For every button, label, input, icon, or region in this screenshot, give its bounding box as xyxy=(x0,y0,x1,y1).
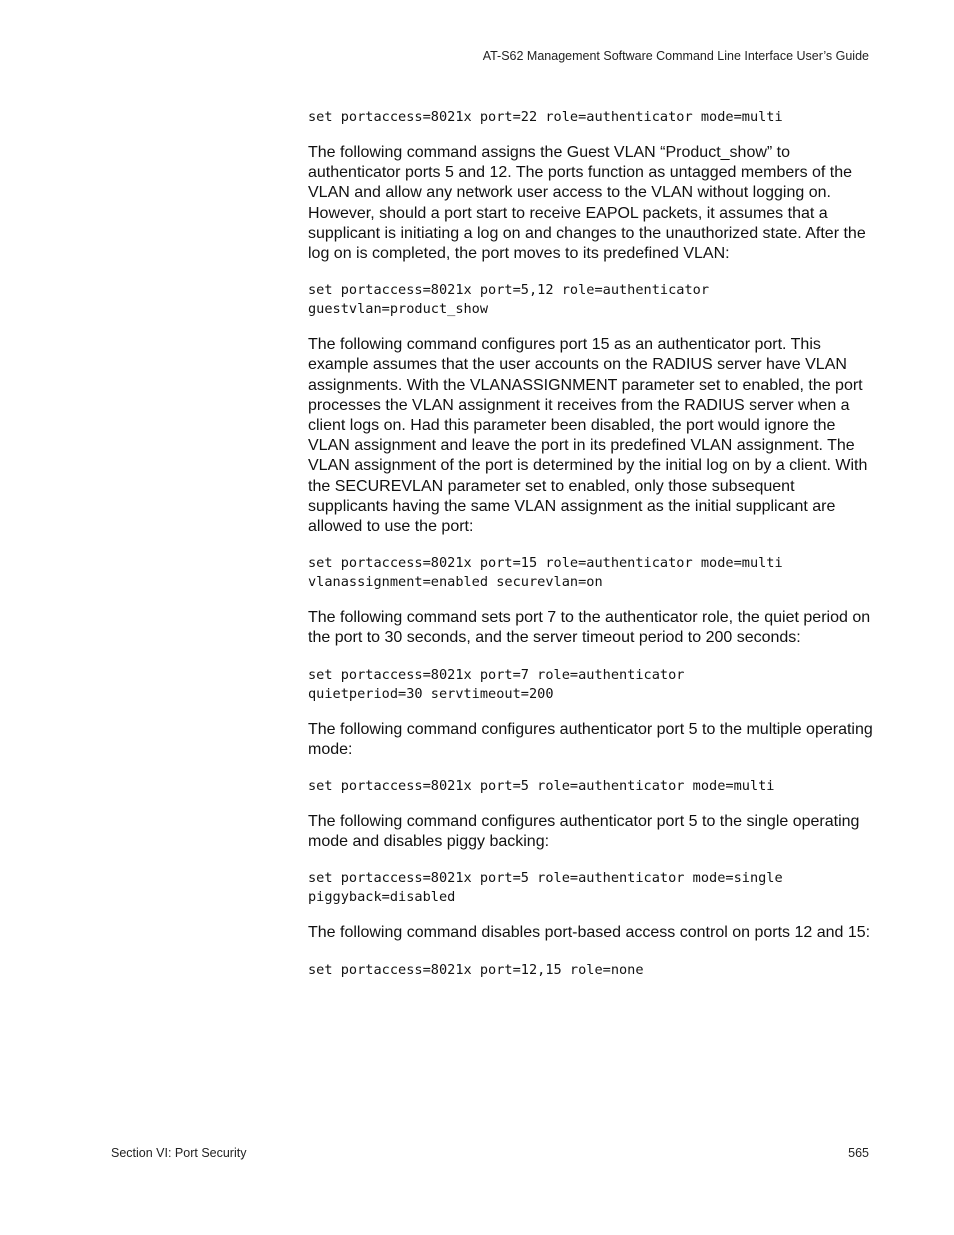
code-example-5: set portaccess=8021x port=5 role=authenticator mode=multi xyxy=(308,778,775,795)
page-body xyxy=(308,108,874,996)
code-example-4: set portaccess=8021x port=7 role=authenticator quietperiod=30 servtimeout=200 xyxy=(308,666,685,702)
page-number: 565 xyxy=(848,1146,869,1160)
paragraph-vlan-assignment: The following command configures port 15 as an authenticator port. This example assumes that the user accounts on the RADIUS server have VLAN assignments. With the VLANASSIGNMENT parameter set to enabled, the port processes the VLAN assignment it receives from the RADIUS server when a client logs on. Had this parameter been disabled, the port would ignore the VLAN assignment and leave the port in its predefined VLAN assignment. The VLAN assignment of the port is determined by the initial log on by a client. With the SECUREVLAN parameter set to enabled, only those subsequent supplicants having the same VLAN assignment as the initial supplicant are allowed to use the port: xyxy=(308,336,868,536)
code-example-1: set portaccess=8021x port=22 role=authenticator mode=multi xyxy=(308,109,783,125)
footer-section: Section VI: Port Security xyxy=(111,1146,247,1160)
paragraph-quiet-period: The following command sets port 7 to the authenticator role, the quiet period on the port to 30 seconds, and the server timeout period to 200 seconds: xyxy=(308,609,871,647)
running-header: AT-S62 Management Software Command Line Interface User’s Guide xyxy=(482,49,869,63)
code-example-2: set portaccess=8021x port=5,12 role=authenticator guestvlan=product_show xyxy=(308,282,710,318)
paragraph-guest-vlan: The following command assigns the Guest VLAN “Product_show” to authenticator ports 5 and 12. The ports function as untagged members of the VLAN and allow any network user access to the VLAN without logging on. However, should a port start to receive EAPOL packets, it assumes that a supplicant is initiating a log on and changes to the unauthorized state. After the log on is completed, the port moves to its predefined VLAN: xyxy=(308,144,866,263)
paragraph-disable-access: The following command disables port-based access control on ports 12 and 15: xyxy=(308,924,871,942)
code-example-6: set portaccess=8021x port=5 role=authenticator mode=single piggyback=disabled xyxy=(308,870,783,906)
code-example-3: set portaccess=8021x port=15 role=authenticator mode=multi vlanassignment=enabled securevlan=on xyxy=(308,555,783,591)
paragraph-single-mode: The following command configures authenticator port 5 to the single operating mode and disables piggy backing: xyxy=(308,813,860,851)
code-example-7: set portaccess=8021x port=12,15 role=none xyxy=(308,961,644,978)
paragraph-multiple-mode: The following command configures authenticator port 5 to the multiple operating mode: xyxy=(308,720,873,758)
